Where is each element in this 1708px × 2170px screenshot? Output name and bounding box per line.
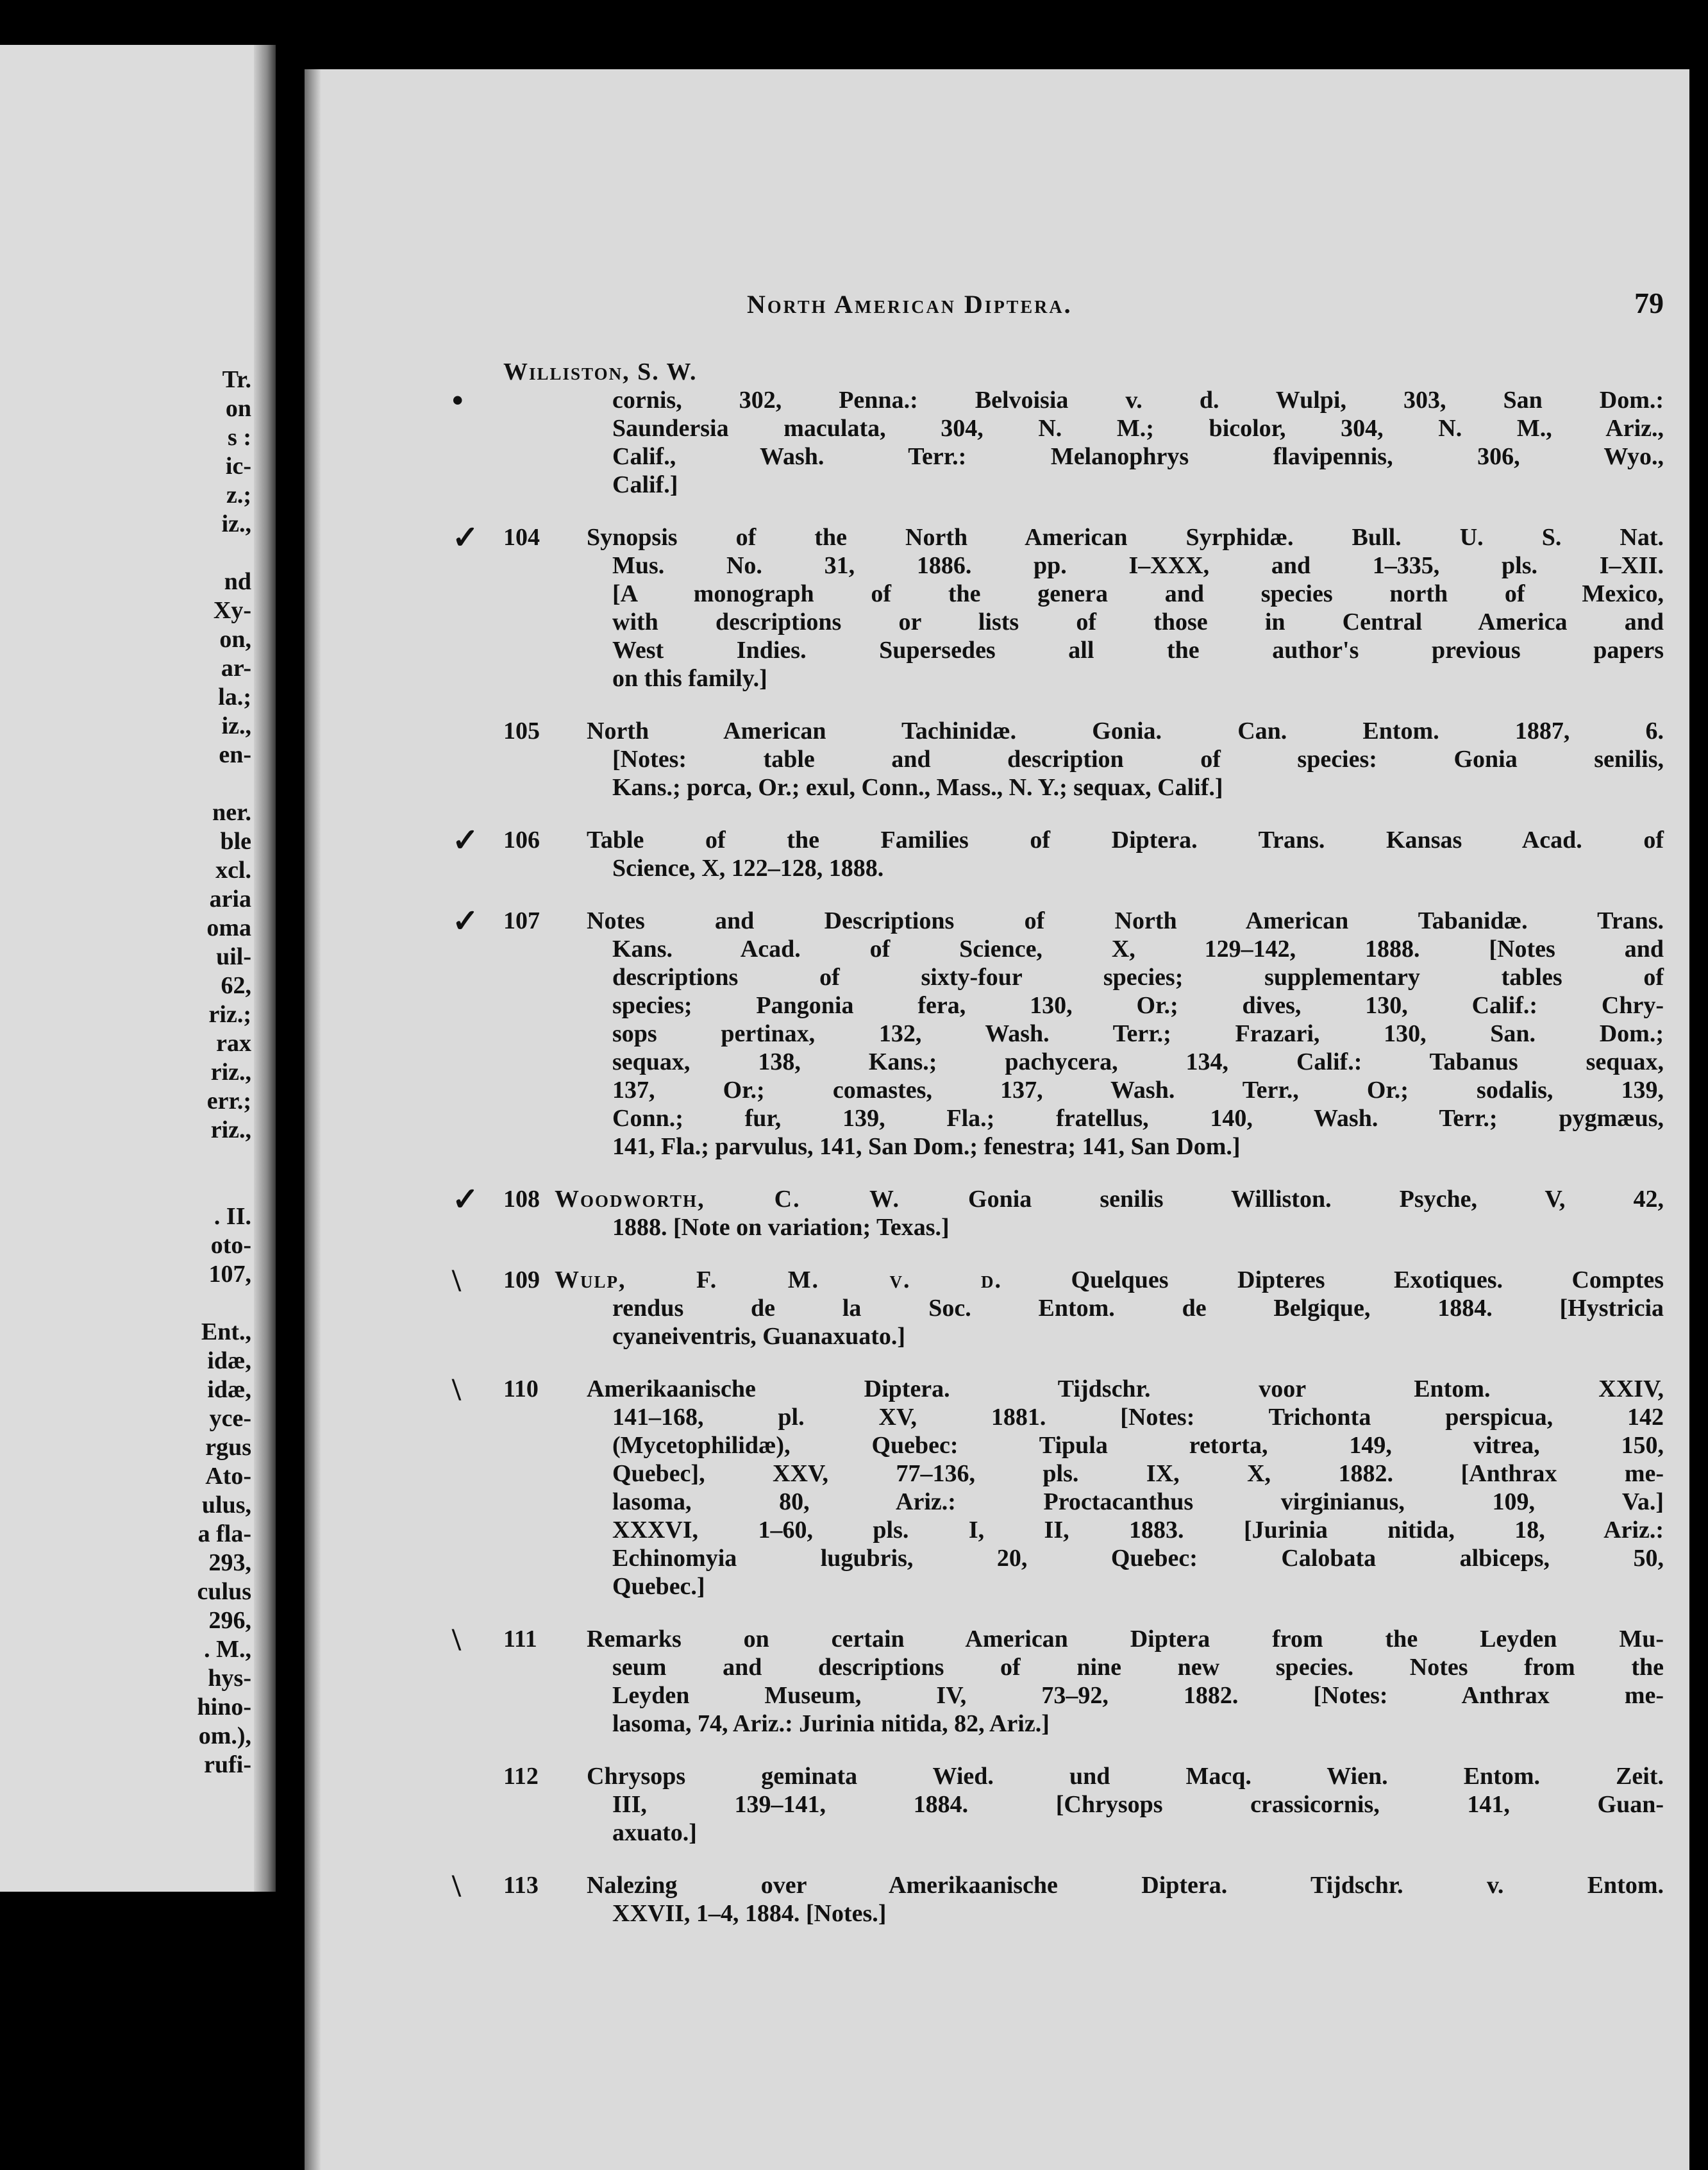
margin-checkmark-icon: ✓ (452, 822, 479, 858)
entry-title: Quelques Dipteres Exotiques. Comptes (1002, 1266, 1664, 1293)
entry-line (305, 1431, 1689, 1459)
margin-checkmark-icon: \ (452, 1371, 461, 1407)
left-page-fragment: xcl. (215, 857, 251, 884)
left-page-fragment (0, 539, 251, 568)
left-page-fragment: s : (228, 424, 251, 451)
entry-text: lasoma, 80, Ariz.: Proctacanthus virginianus, 109, Va.] (612, 1488, 1664, 1515)
entry-line (305, 903, 1689, 939)
entry-line (305, 551, 1689, 580)
entry-number: 106 (503, 827, 540, 854)
scanned-page (305, 69, 1689, 2170)
entry-text: seum and descriptions of nine new species. Notes from the (612, 1654, 1664, 1681)
margin-dot-icon: • (452, 382, 464, 418)
entry-text: descriptions of sixty-four species; supplementary tables of (612, 964, 1664, 991)
entry-text: axuato.] (612, 1819, 697, 1846)
entry-line (305, 1899, 1689, 1928)
book-gutter-shadow (254, 45, 276, 1892)
left-page-fragment: err.; (206, 1088, 251, 1114)
entry-text: sops pertinax, 132, Wash. Terr.; Frazari, 130, San. Dom.; (612, 1020, 1664, 1047)
entry-text (555, 1185, 1664, 1213)
entry-text: Chrysops geminata Wied. und Macq. Wien. Entom. Zeit. (587, 1763, 1664, 1790)
entry-text: 137, Or.; comastes, 137, Wash. Terr., Or.; sodalis, 139, (612, 1077, 1664, 1104)
left-page-fragment: idæ, (207, 1376, 251, 1403)
entry-text: lasoma, 74, Ariz.: Jurinia nitida, 82, Ariz.] (612, 1710, 1050, 1737)
entry-author: Williston, S. W. (503, 358, 698, 385)
left-page-fragment: rax (216, 1030, 251, 1057)
entry-text (555, 1266, 1664, 1294)
left-page-fragment: Ent., (201, 1318, 251, 1345)
bibliography-entry (305, 903, 1689, 1161)
left-page-fragment: riz., (210, 1059, 251, 1086)
entry-text: Notes and Descriptions of North American Tabanidæ. Trans. (587, 907, 1664, 934)
entry-line (305, 1544, 1689, 1572)
entry-text: species; Pangonia fera, 130, Or.; dives, 130, Calif.: Chry- (612, 992, 1664, 1019)
left-page-fragment: nd (224, 568, 251, 595)
entry-text: [Notes: table and description of species: Gonia senilis, (612, 746, 1664, 773)
entry-line (305, 1020, 1689, 1048)
entry-line (305, 414, 1689, 442)
entry-line (305, 1459, 1689, 1488)
entry-line (305, 580, 1689, 608)
left-page-fragment: idæ, (207, 1347, 251, 1374)
entry-text: (Mycetophilidæ), Quebec: Tipula retorta, 149, vitrea, 150, (612, 1432, 1664, 1459)
left-page-fragment: 107, (208, 1261, 251, 1288)
entry-line (305, 1653, 1689, 1681)
left-page-fragment: iz., (221, 712, 251, 739)
left-page-fragment: hys- (208, 1665, 251, 1692)
entry-line (305, 1710, 1689, 1738)
left-page-fragment: 296, (208, 1607, 251, 1634)
left-page-fragment: ulus, (201, 1492, 251, 1518)
entry-line (305, 1572, 1689, 1601)
margin-checkmark-icon: ✓ (452, 1181, 479, 1217)
entry-text: Echinomyia lugubris, 20, Quebec: Calobata albiceps, 50, (612, 1545, 1664, 1572)
entry-text: III, 139–141, 1884. [Chrysops crassicornis, 141, Guan- (612, 1791, 1664, 1818)
entry-text: Amerikaanische Diptera. Tijdschr. voor Entom. XXIV, (587, 1375, 1664, 1402)
entry-text: cornis, 302, Penna.: Belvoisia v. d. Wulpi, 303, San Dom.: (612, 387, 1664, 414)
left-page-fragment: rufi- (204, 1751, 251, 1778)
entry-number: 108 (503, 1186, 540, 1213)
entry-line (305, 382, 1689, 418)
left-page-fragment: culus (197, 1578, 251, 1605)
entry-text: sequax, 138, Kans.; pachycera, 134, Calif.: Tabanus sequax, (612, 1048, 1664, 1075)
entry-line (305, 608, 1689, 636)
margin-checkmark-icon: ✓ (452, 903, 479, 939)
entry-text: Quebec], XXV, 77–136, pls. IX, X, 1882. [Anthrax me- (612, 1460, 1664, 1487)
bibliography-entry (305, 358, 1689, 499)
left-page-fragment: . II. (214, 1203, 251, 1230)
left-page-fragment: riz., (210, 1116, 251, 1143)
left-page-fragment: Ato- (205, 1463, 251, 1490)
entry-line (305, 1371, 1689, 1407)
entry-line (305, 822, 1689, 858)
entry-text: 1888. [Note on variation; Texas.] (612, 1214, 950, 1241)
entry-line (305, 1819, 1689, 1847)
entry-line (305, 773, 1689, 802)
entry-text: rendus de la Soc. Entom. de Belgique, 1884. [Hystricia (612, 1295, 1664, 1322)
entry-text: Table of the Families of Diptera. Trans. Kansas Acad. of (587, 827, 1664, 854)
left-page-fragment: z.; (226, 482, 251, 509)
left-page-fragment: om.), (198, 1722, 251, 1749)
running-header (747, 286, 1664, 320)
left-page-fragment (0, 1145, 251, 1173)
left-page-fragment: ner. (212, 799, 251, 826)
left-page-fragment: ble (220, 828, 251, 855)
entry-number: 109 (503, 1266, 540, 1293)
left-page-fragment: oto- (210, 1232, 251, 1259)
left-page-fragment: ic- (225, 453, 251, 480)
bibliography-entry (305, 1371, 1689, 1601)
entry-line (305, 519, 1689, 555)
entry-number: 111 (503, 1626, 537, 1653)
bibliography-entry (305, 1181, 1689, 1241)
left-page-fragment (0, 1289, 251, 1318)
entry-line (305, 1516, 1689, 1544)
left-page-fragment: . M., (204, 1636, 251, 1663)
left-page-fragment: Tr. (222, 366, 251, 393)
bibliography-entry (305, 717, 1689, 802)
entry-line (305, 1213, 1689, 1241)
entry-text: North American Tachinidæ. Gonia. Can. Entom. 1887, 6. (587, 718, 1664, 744)
running-title: North American Diptera. (747, 290, 1073, 319)
left-page-fragment: uil- (216, 943, 251, 970)
entry-line (305, 963, 1689, 991)
entry-line (305, 935, 1689, 963)
bibliography-entry (305, 519, 1689, 693)
left-page-fragment (0, 1173, 251, 1202)
entry-line (305, 1294, 1689, 1322)
left-facing-page (0, 45, 276, 1892)
entry-text: [A monograph of the genera and species north of Mexico, (612, 580, 1664, 607)
left-page-fragment: yce- (209, 1405, 251, 1432)
left-page-fragment: on (225, 395, 251, 422)
entry-line (305, 1790, 1689, 1819)
entry-line (305, 1262, 1689, 1298)
entry-line (305, 1132, 1689, 1161)
entry-line (305, 745, 1689, 773)
entry-text: XXXVI, 1–60, pls. I, II, 1883. [Jurinia nitida, 18, Ariz.: (612, 1517, 1664, 1543)
left-page-fragment: 293, (208, 1549, 251, 1576)
entry-text: Calif., Wash. Terr.: Melanophrys flavipennis, 306, Wyo., (612, 443, 1664, 470)
entry-text: Saundersia maculata, 304, N. M.; bicolor, 304, N. M., Ariz., (612, 415, 1664, 442)
entry-line (305, 1403, 1689, 1431)
entry-text: Synopsis of the North American Syrphidæ. Bull. U. S. Nat. (587, 524, 1664, 551)
entry-number: 104 (503, 524, 540, 551)
entry-line (305, 854, 1689, 882)
entry-text: West Indies. Supersedes all the author's previous papers (612, 637, 1664, 664)
entry-line (305, 664, 1689, 693)
bibliography-entry (305, 1262, 1689, 1350)
entry-text: XXVII, 1–4, 1884. [Notes.] (612, 1900, 887, 1927)
entry-line (305, 1181, 1689, 1217)
entry-line (305, 1488, 1689, 1516)
left-page-fragment: a fla- (197, 1520, 251, 1547)
margin-checkmark-icon: \ (452, 1621, 461, 1657)
entry-number: 112 (503, 1763, 539, 1790)
entry-text: Mus. No. 31, 1886. pp. I–XXX, and 1–335, pls. I–XII. (612, 552, 1664, 579)
entry-author: Wulp, F. M. v. d. (555, 1266, 1003, 1293)
margin-checkmark-icon: \ (452, 1867, 461, 1903)
entry-text: Leyden Museum, IV, 73–92, 1882. [Notes: Anthrax me- (612, 1682, 1664, 1709)
entry-line (305, 1762, 1689, 1790)
left-page-fragment: hino- (197, 1694, 251, 1720)
left-page-fragment: on, (219, 626, 251, 653)
entry-text: Kans.; porca, Or.; exul, Conn., Mass., N. Y.; sequax, Calif.] (612, 774, 1223, 801)
left-page-fragment: Xy- (213, 597, 251, 624)
left-page-fragment: iz., (221, 510, 251, 537)
bibliography-entries (305, 358, 1689, 1952)
entry-text: on this family.] (612, 665, 767, 692)
entry-number: 113 (503, 1872, 539, 1899)
entry-text: Remarks on certain American Diptera from the Leyden Mu- (587, 1626, 1664, 1653)
entry-line (305, 1322, 1689, 1350)
left-page-text-fragments (0, 366, 251, 1779)
entry-text: 141–168, pl. XV, 1881. [Notes: Trichonta perspicua, 142 (612, 1404, 1664, 1431)
left-page-fragment: en- (219, 741, 251, 768)
entry-line (305, 471, 1689, 499)
bibliography-entry (305, 1762, 1689, 1847)
entry-line (305, 717, 1689, 745)
entry-line (305, 636, 1689, 664)
entry-text: Conn.; fur, 139, Fla.; fratellus, 140, Wash. Terr.; pygmæus, (612, 1105, 1664, 1132)
bibliography-entry (305, 822, 1689, 882)
entry-author: Woodworth, C. W. (555, 1186, 900, 1213)
entry-line (305, 1076, 1689, 1104)
entry-line (305, 1621, 1689, 1657)
entry-number: 110 (503, 1375, 539, 1402)
left-page-fragment: ar- (221, 655, 251, 682)
bibliography-entry (305, 1867, 1689, 1928)
left-page-fragment: rgus (205, 1434, 251, 1461)
left-page-fragment: riz.; (208, 1001, 251, 1028)
entry-text: Science, X, 122–128, 1888. (612, 855, 884, 882)
entry-title: Gonia senilis Williston. Psyche, V, 42, (900, 1186, 1664, 1213)
entry-text: with descriptions or lists of those in Central America and (612, 609, 1664, 635)
entry-line (305, 1867, 1689, 1903)
left-page-fragment: aria (209, 886, 251, 913)
entry-number: 107 (503, 907, 540, 934)
entry-line (305, 1048, 1689, 1076)
margin-checkmark-icon: \ (452, 1262, 461, 1298)
left-page-fragment (0, 770, 251, 798)
page-number: 79 (1634, 287, 1664, 319)
entry-text: Calif.] (612, 471, 678, 498)
left-page-fragment: 62, (221, 972, 251, 999)
entry-text: Nalezing over Amerikaanische Diptera. Tijdschr. v. Entom. (587, 1872, 1664, 1899)
entry-line (305, 442, 1689, 471)
entry-text: 141, Fla.; parvulus, 141, San Dom.; fenestra; 141, San Dom.] (612, 1133, 1241, 1160)
left-page-fragment: oma (206, 914, 251, 941)
left-page-fragment: la.; (218, 684, 251, 711)
entry-text: Kans. Acad. of Science, X, 129–142, 1888. [Notes and (612, 936, 1664, 963)
entry-line (305, 1104, 1689, 1132)
entry-line (305, 1681, 1689, 1710)
entry-line (305, 991, 1689, 1020)
entry-text: Quebec.] (612, 1573, 705, 1600)
bibliography-entry (305, 1621, 1689, 1738)
entry-text: cyaneiventris, Guanaxuato.] (612, 1323, 906, 1350)
margin-checkmark-icon: ✓ (452, 519, 479, 555)
entry-number: 105 (503, 718, 540, 744)
